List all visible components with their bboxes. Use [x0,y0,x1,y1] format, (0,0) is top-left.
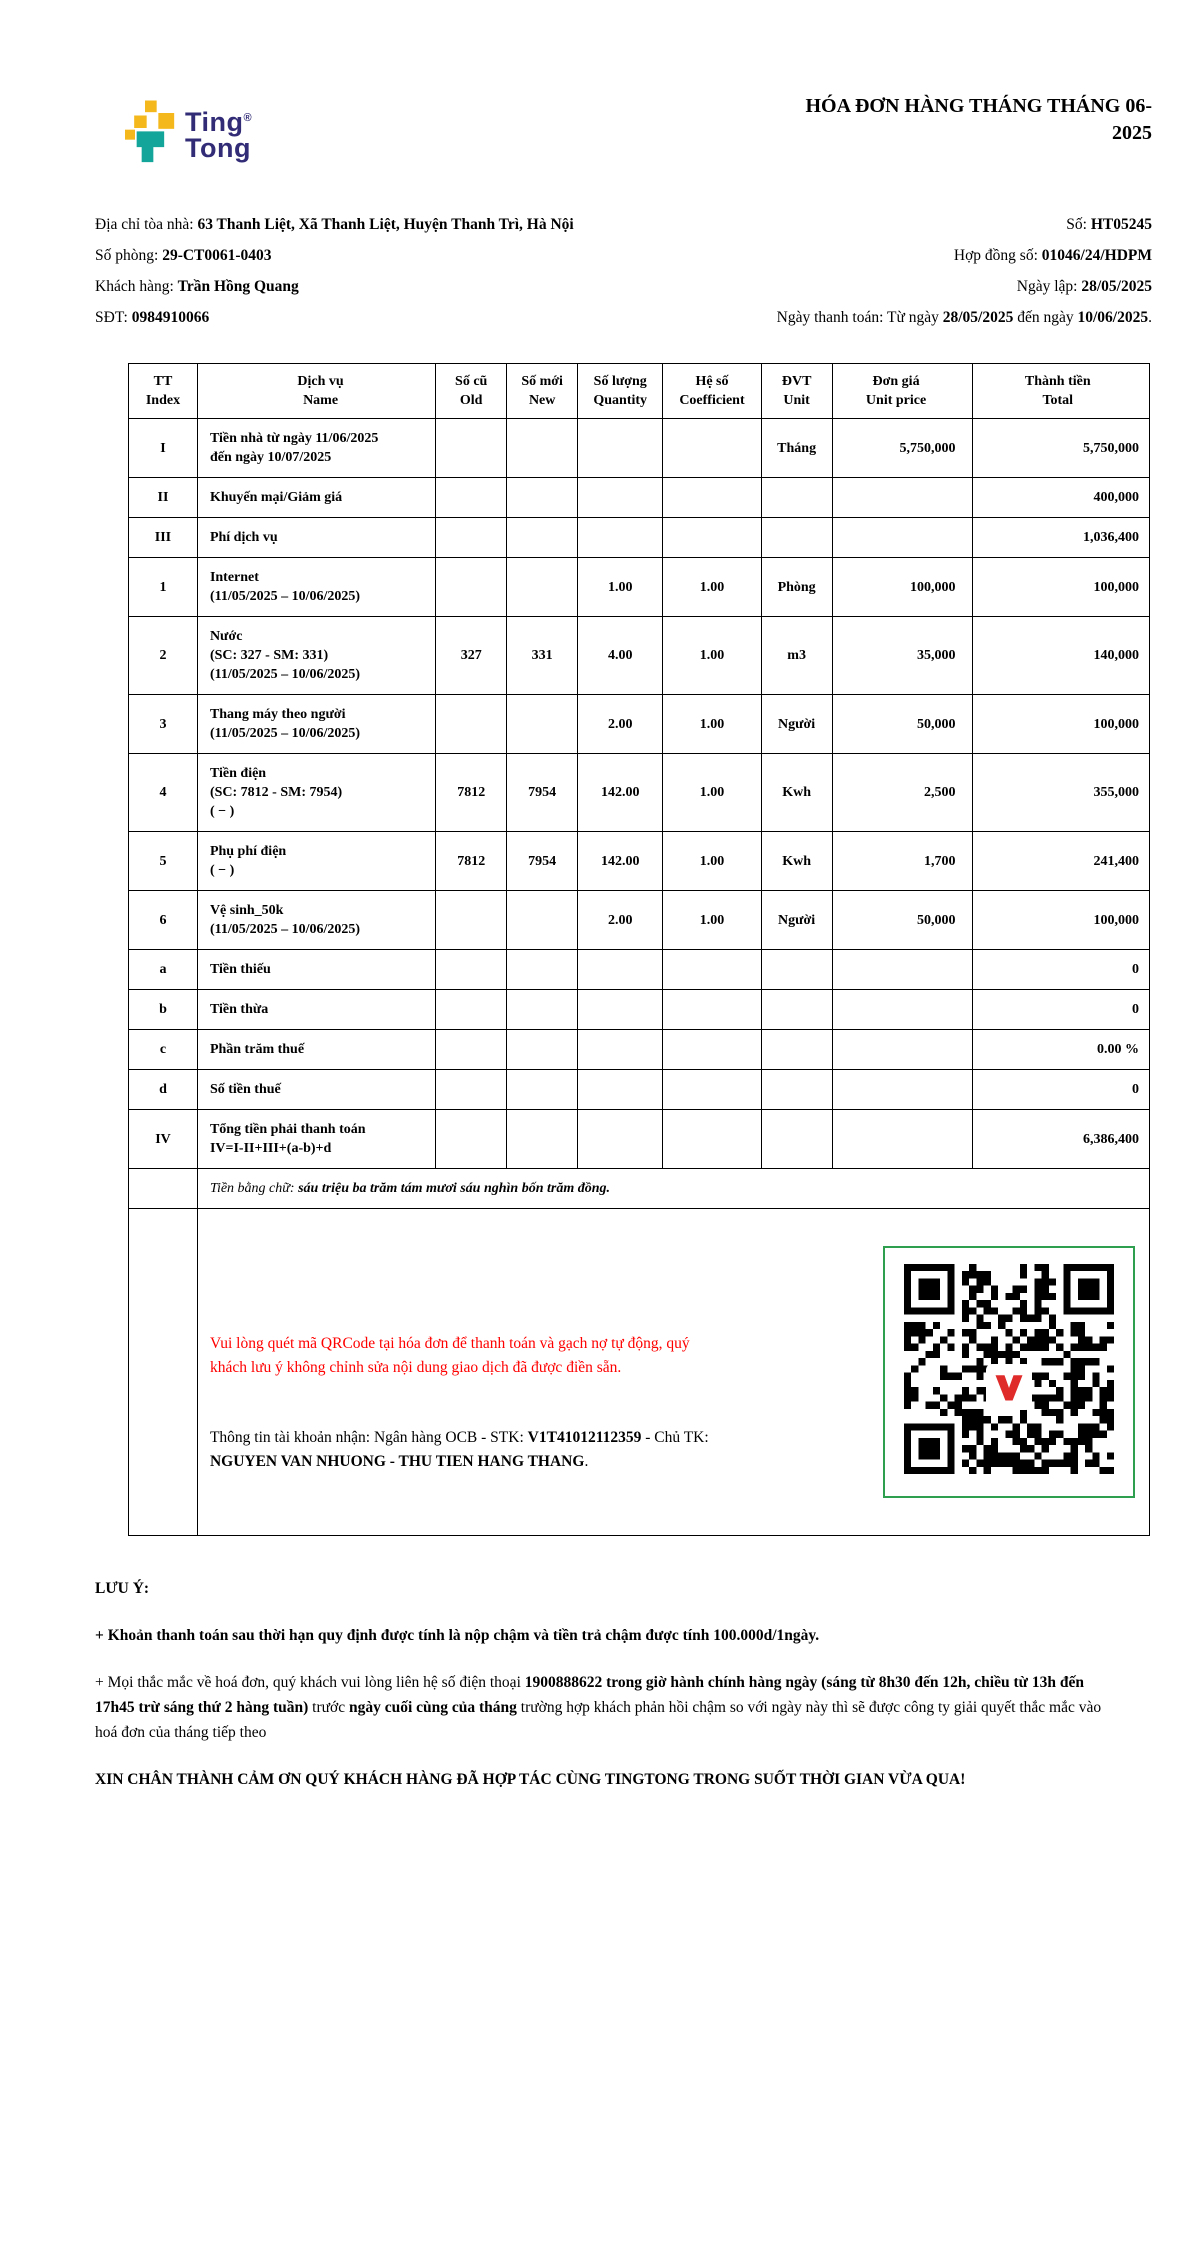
cell-total: 355,000 [972,754,1149,832]
column-header: Hệ số Coefficient [663,364,761,419]
column-header: Dịch vụ Name [197,364,435,419]
cell-name: Thang máy theo người (11/05/2025 – 10/06/2025) [197,695,435,754]
cell-price [832,518,972,558]
cell-name: Phụ phí điện ( − ) [197,832,435,891]
cell-coef: 1.00 [663,832,761,891]
cell-new [507,419,578,478]
table-row [129,518,1150,558]
cell-tt: 3 [129,695,198,754]
column-header: TT Index [129,364,198,419]
cell-total: 0 [972,1070,1149,1110]
thank-you-note: XIN CHÂN THÀNH CẢM ƠN QUÝ KHÁCH HÀNG ĐÃ HỢP TÁC CÙNG TINGTONG TRONG SUỐT THỜI GIAN VỪA QUA! [95,1771,966,1788]
cell-qty [578,1110,663,1169]
cell-coef [663,419,761,478]
cell-new [507,558,578,617]
cell-total: 0 [972,990,1149,1030]
cell-name: Nước (SC: 327 - SM: 331) (11/05/2025 – 10/06/2025) [197,617,435,695]
cell-new [507,1030,578,1070]
cell-old [436,558,507,617]
cell-qty: 2.00 [578,695,663,754]
cell-tt: b [129,990,198,1030]
cell-new: 7954 [507,832,578,891]
cell-price: 100,000 [832,558,972,617]
cell-tt: 1 [129,558,198,617]
cell-tt: 5 [129,832,198,891]
qr-row [129,1209,1150,1536]
cell-new [507,1070,578,1110]
cell-unit [761,990,832,1030]
cell-old [436,1030,507,1070]
table-row [129,558,1150,617]
table-row [129,754,1150,832]
invoice-table [128,363,1150,1536]
qr-red-v-logo-icon [986,1364,1032,1410]
logo-word-ting: Ting [185,107,244,137]
cell-old: 7812 [436,754,507,832]
cell-coef [663,518,761,558]
cell-total: 100,000 [972,695,1149,754]
cell-unit: Người [761,695,832,754]
amount-in-words: Tiền bằng chữ: sáu triệu ba trăm tám mươi sáu nghìn bốn trăm đồng. [197,1169,1149,1209]
table-row [129,891,1150,950]
cell-price: 1,700 [832,832,972,891]
cell-old [436,950,507,990]
cell-qty [578,518,663,558]
cell-name: Khuyến mại/Giảm giá [197,478,435,518]
cell-qty: 142.00 [578,832,663,891]
cell-tt: 6 [129,891,198,950]
cell-price [832,478,972,518]
cell-new: 331 [507,617,578,695]
cell-coef: 1.00 [663,891,761,950]
cell-unit: m3 [761,617,832,695]
cell-unit [761,1030,832,1070]
cell-price: 50,000 [832,891,972,950]
cell-coef [663,950,761,990]
qr-notice: Vui lòng quét mã QRCode tại hóa đơn để thanh toán và gạch nợ tự động, quý khách lưu ý không chỉnh sửa nội dung giao dịch đã được điền sẵn. [209,1335,690,1376]
cell-tt: d [129,1070,198,1110]
cell-unit [761,1110,832,1169]
cell-new: 7954 [507,754,578,832]
cell-name: Phần trăm thuế [197,1030,435,1070]
cell-tt: 4 [129,754,198,832]
issue-date: Ngày lập: 28/05/2025 [1016,278,1152,295]
cell-old: 7812 [436,832,507,891]
footer-notes [95,1576,1107,1792]
cell-price [832,1110,972,1169]
customer-phone: SĐT: 0984910066 [95,309,210,326]
table-row [129,478,1150,518]
cell-price [832,1030,972,1070]
cell-price: 2,500 [832,754,972,832]
table-row [129,950,1150,990]
cell-total: 0 [972,950,1149,990]
invoice-info [95,209,1152,333]
cell-unit [761,950,832,990]
cell-total: 100,000 [972,558,1149,617]
column-header: ĐVT Unit [761,364,832,419]
column-header: Số mới New [507,364,578,419]
cell-name: Internet (11/05/2025 – 10/06/2025) [197,558,435,617]
cell-price: 50,000 [832,695,972,754]
cell-old [436,419,507,478]
info-right [592,209,1152,333]
contract-number: Hợp đồng số: 01046/24/HDPM [953,247,1152,264]
cell-name: Vệ sinh_50k (11/05/2025 – 10/06/2025) [197,891,435,950]
cell-tt-empty [129,1169,198,1209]
cell-tt: II [129,478,198,518]
cell-new [507,695,578,754]
cell-qty [578,419,663,478]
cell-tt-empty [129,1209,198,1536]
cell-coef: 1.00 [663,558,761,617]
cell-new [507,950,578,990]
cell-price: 5,750,000 [832,419,972,478]
cell-total: 1,036,400 [972,518,1149,558]
cell-price: 35,000 [832,617,972,695]
invoice-number: Số: HT05245 [1066,216,1152,233]
notes-heading: LƯU Ý: [95,1580,150,1597]
table-header [129,364,1150,419]
cell-qty [578,950,663,990]
logo-wordmark [185,105,252,161]
cell-total: 241,400 [972,832,1149,891]
cell-qty [578,1030,663,1070]
table-row [129,617,1150,695]
cell-price [832,990,972,1030]
cell-total: 100,000 [972,891,1149,950]
cell-tt: 2 [129,617,198,695]
cell-qty [578,1070,663,1110]
cell-old [436,990,507,1030]
cell-name: Tổng tiền phải thanh toán IV=I-II+III+(a-b)+d [197,1110,435,1169]
cell-qty [578,478,663,518]
amount-in-words-row [129,1169,1150,1209]
table-row [129,419,1150,478]
table-row [129,990,1150,1030]
cell-total: 5,750,000 [972,419,1149,478]
cell-new [507,990,578,1030]
cell-old [436,518,507,558]
cell-old [436,1070,507,1110]
cell-unit [761,1070,832,1110]
cell-name: Tiền thiếu [197,950,435,990]
cell-new [507,478,578,518]
cell-old: 327 [436,617,507,695]
cell-tt: c [129,1030,198,1070]
cell-old [436,891,507,950]
cell-name: Phí dịch vụ [197,518,435,558]
customer-name: Khách hàng: Trần Hồng Quang [95,278,299,295]
table-row [129,695,1150,754]
cell-tt: IV [129,1110,198,1169]
table-row [129,1070,1150,1110]
cell-price [832,950,972,990]
column-header: Số cũ Old [436,364,507,419]
cell-price [832,1070,972,1110]
cell-unit: Kwh [761,754,832,832]
cell-total: 400,000 [972,478,1149,518]
info-left [95,209,575,333]
cell-unit: Người [761,891,832,950]
registered-mark: ® [243,112,253,124]
cell-qty: 1.00 [578,558,663,617]
hotline-note: + Mọi thắc mắc về hoá đơn, quý khách vui lòng liên hệ số điện thoại 1900888622 trong giờ hành chính hàng ngày (sáng từ 8h30 đến 12h, chiều từ 13h đến 17h45 trừ sáng thứ 2 hàng tuần) trước ngày cuối cùng của tháng trường hợp khách phản hồi chậm so với ngày này thì sẽ được công ty giải quyết thắc mắc vào hoá đơn của tháng tiếp theo [95,1674,1102,1741]
column-header: Số lượng Quantity [578,364,663,419]
cell-tt: III [129,518,198,558]
cell-tt: I [129,419,198,478]
cell-coef [663,478,761,518]
building-address: Địa chỉ tòa nhà: 63 Thanh Liệt, Xã Thanh Liệt, Huyện Thanh Trì, Hà Nội [95,216,574,233]
invoice-title: HÓA ĐƠN HÀNG THÁNG THÁNG 06- 2025 [805,95,1152,144]
cell-unit: Phòng [761,558,832,617]
room-number: Số phòng: 29-CT0061-0403 [95,247,272,264]
cell-new [507,1110,578,1169]
header [95,95,1152,171]
cell-qty: 142.00 [578,754,663,832]
cell-total: 6,386,400 [972,1110,1149,1169]
cell-old [436,1110,507,1169]
tingtong-logo [125,95,252,171]
qr-code [883,1246,1135,1498]
cell-coef [663,1110,761,1169]
cell-qty: 2.00 [578,891,663,950]
cell-qty [578,990,663,1030]
payment-period: Ngày thanh toán: Từ ngày 28/05/2025 đến ngày 10/06/2025. [776,309,1152,326]
cell-name: Số tiền thuế [197,1070,435,1110]
cell-new [507,891,578,950]
column-header: Thành tiền Total [972,364,1149,419]
cell-unit [761,518,832,558]
table-row [129,832,1150,891]
cell-unit: Tháng [761,419,832,478]
bank-account-info: Thông tin tài khoản nhận: Ngân hàng OCB - STK: V1T41012112359 - Chủ TK: NGUYEN VAN NHUONG - THU TIEN HANG THANG. [209,1429,709,1470]
table-row [129,1030,1150,1070]
cell-total: 0.00 % [972,1030,1149,1070]
logo-word-tong: Tong [185,133,251,163]
cell-coef [663,1070,761,1110]
cell-name: Tiền nhà từ ngày 11/06/2025 đến ngày 10/07/2025 [197,419,435,478]
cell-old [436,478,507,518]
cell-name: Tiền thừa [197,990,435,1030]
cell-new [507,518,578,558]
cell-tt: a [129,950,198,990]
table-row [129,1110,1150,1169]
cell-coef [663,990,761,1030]
qr-instructions [210,1246,720,1498]
cell-unit [761,478,832,518]
column-header: Đơn giá Unit price [832,364,972,419]
cell-unit: Kwh [761,832,832,891]
cell-old [436,695,507,754]
cell-total: 140,000 [972,617,1149,695]
cell-name: Tiền điện (SC: 7812 - SM: 7954) ( − ) [197,754,435,832]
late-payment-note: + Khoản thanh toán sau thời hạn quy định được tính là nộp chậm và tiền trả chậm được tính 100.000d/1ngày. [95,1627,820,1644]
cell-coef: 1.00 [663,754,761,832]
cell-coef [663,1030,761,1070]
cell-coef: 1.00 [663,695,761,754]
tingtong-pixel-tree-icon [125,95,175,171]
cell-qty: 4.00 [578,617,663,695]
cell-coef: 1.00 [663,617,761,695]
